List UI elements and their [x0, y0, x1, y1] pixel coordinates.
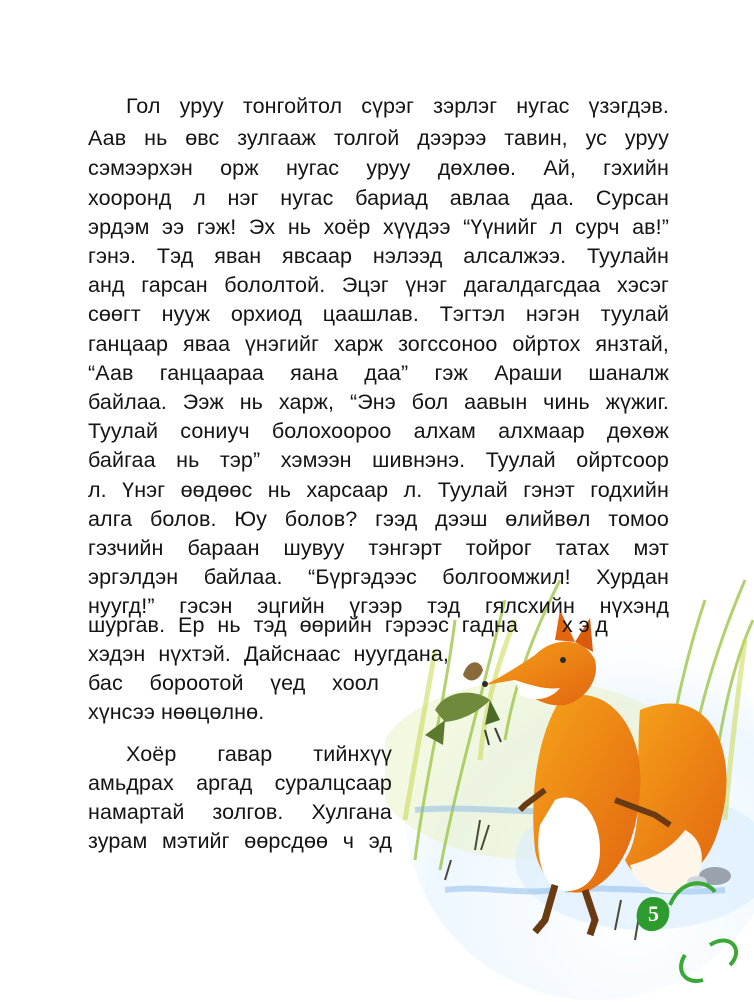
text-line: л. Үнэг өөдөөс нь харсаар л. Туулай гэнэт годхийн: [88, 478, 669, 502]
text-line: хэдэн нүхтэй. Дайснаас нуугдана,: [88, 642, 449, 666]
text-line: сөөгт нууж орхиод цаашлав. Тэгтэл нэгэн туулай: [88, 302, 669, 326]
text-line: “Аав ганцаараа яана даа” гэж Араши шаналж: [88, 361, 669, 385]
text-line: хооронд л нэг нугас бариад авлаа даа. Сурсан: [88, 186, 669, 210]
text-line: эрдэм ээ гэж! Эх нь хоёр хүүдээ “Үүнийг л сурч ав!”: [88, 215, 669, 239]
text-line: байлаа. Ээж нь харж, “Энэ бол аавын чинь жүжиг.: [88, 390, 669, 414]
text-line: Аав нь өвс зулгааж толгой дээрээ тавин, ус уруу: [88, 126, 669, 150]
page-number: 5: [648, 901, 659, 926]
text-line: байгаа нь тэр” хэмээн шивнэнэ. Туулай ойртсоор: [88, 448, 669, 472]
text-line: сэмээрхэн орж нугас уруу дөхлөө. Ай, гэхийн: [88, 156, 669, 180]
text-line: намартай золгов. Хулгана: [88, 800, 392, 824]
text-line: анд гарсан бололтой. Эцэг үнэг дагалдагсдаа хэсэг: [88, 273, 669, 297]
text-line: шургав. Ер нь тэд өөрийн гэрээс гадна: [88, 613, 518, 637]
text-line: амьдрах аргад суралцсаар: [88, 771, 392, 795]
text-line: Туулай сониуч болохоороо алхам алхмаар дөхөж: [88, 419, 669, 443]
text-line: Хоёр гавар тийнхүү: [126, 742, 392, 766]
text-line: Гол уруу тонгойтол сүрэг зэрлэг нугас үзэгдэв.: [126, 94, 669, 118]
text-line: гэзчийн бараан шувуу тэнгэрт тойрог татах мэт: [88, 536, 669, 560]
text-line: гэнэ. Тэд яван явсаар нэлээд алсалжээ. Туулайн: [88, 244, 669, 268]
text-line: бас бороотой үед хоол: [88, 671, 379, 695]
text-line: нуугд!” гэсэн эцгийн үгээр тэд гялсхийн нүхэнд: [88, 594, 669, 618]
text-line: хүнсээ нөөцөлнө.: [88, 700, 265, 724]
text-line: ганцаар яваа үнэгийг харж зогссоноо ойртох янзтай,: [88, 332, 669, 356]
text-line: эргэлдэн байлаа. “Бүргэдээс болгоомжил! Хурдан: [88, 565, 669, 589]
text-line: алга болов. Юу болов? гээд дээш өлийвөл томоо: [88, 507, 669, 531]
text-line: хэд: [562, 613, 614, 637]
text-line: зурам мэтийг өөрсдөө ч эд: [88, 829, 392, 853]
